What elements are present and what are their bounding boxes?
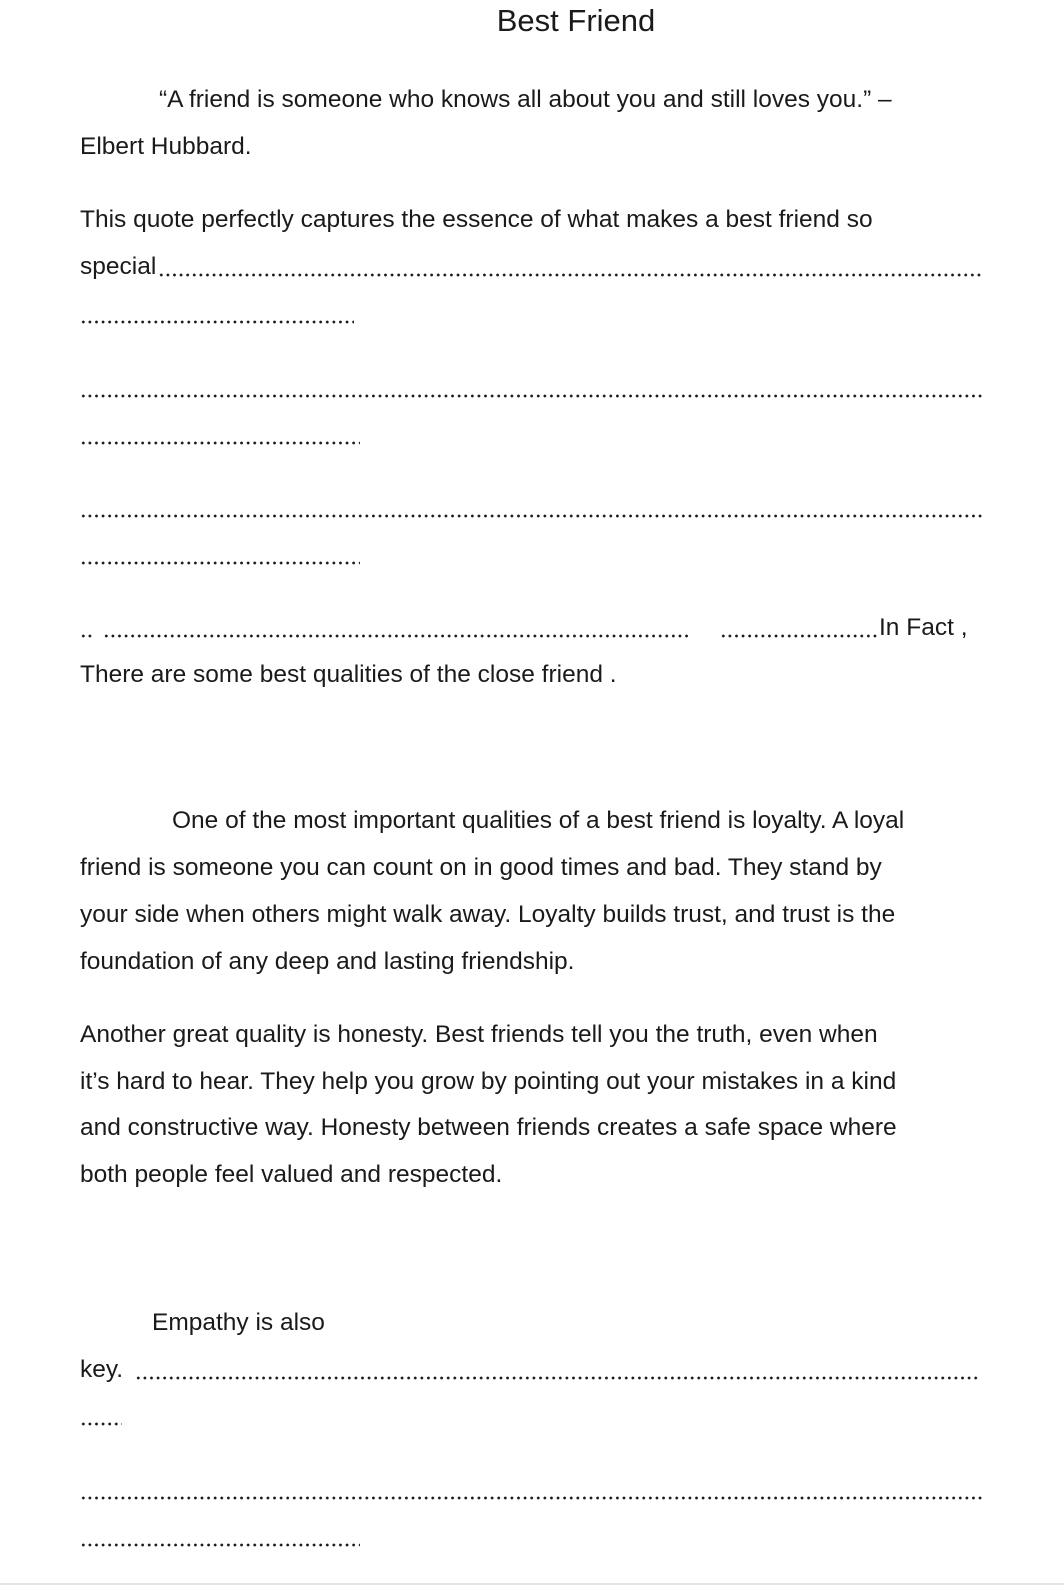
blank-fill-line bbox=[103, 633, 691, 639]
blank-fill-line bbox=[80, 1542, 360, 1548]
blank-fill-line bbox=[80, 513, 982, 519]
honesty-paragraph-line: both people feel valued and respected. bbox=[80, 1161, 503, 1188]
blank-fill-line bbox=[80, 633, 94, 639]
loyalty-paragraph-line: One of the most important qualities of a best friend is loyalty. A loyal bbox=[172, 807, 905, 834]
in-fact-label: In Fact , bbox=[879, 614, 968, 641]
intro-special-word: special bbox=[80, 253, 157, 280]
document-title: Best Friend bbox=[496, 3, 656, 38]
loyalty-paragraph-line: foundation of any deep and lasting friendship. bbox=[80, 948, 575, 975]
quote-line-2: Elbert Hubbard. bbox=[80, 133, 252, 160]
loyalty-paragraph-line: friend is someone you can count on in good times and bad. They stand by bbox=[80, 854, 882, 881]
qualities-line: There are some best qualities of the close friend . bbox=[80, 661, 617, 688]
empathy-key-word: key. bbox=[80, 1356, 124, 1383]
honesty-paragraph-line: and constructive way. Honesty between friends creates a safe space where bbox=[80, 1114, 897, 1141]
intro-line-1: This quote perfectly captures the essence of what makes a best friend so bbox=[80, 206, 873, 233]
page-bottom-edge bbox=[0, 1583, 1064, 1585]
empathy-line: Empathy is also bbox=[152, 1309, 325, 1336]
quote-line-1: “A friend is someone who knows all about you and still loves you.” – bbox=[159, 86, 892, 113]
blank-fill-line bbox=[80, 1421, 122, 1427]
blank-fill-line bbox=[158, 272, 982, 278]
blank-fill-line bbox=[80, 440, 360, 446]
blank-fill-line bbox=[135, 1375, 978, 1381]
blank-fill-line bbox=[80, 393, 982, 399]
loyalty-paragraph-line: your side when others might walk away. Loyalty builds trust, and trust is the bbox=[80, 901, 896, 928]
blank-fill-line bbox=[80, 1495, 982, 1501]
blank-fill-line bbox=[720, 633, 878, 639]
honesty-paragraph-line: Another great quality is honesty. Best friends tell you the truth, even when bbox=[80, 1021, 878, 1048]
blank-fill-line bbox=[80, 319, 354, 325]
blank-fill-line bbox=[80, 560, 360, 566]
honesty-paragraph-line: it’s hard to hear. They help you grow by pointing out your mistakes in a kind bbox=[80, 1068, 897, 1095]
